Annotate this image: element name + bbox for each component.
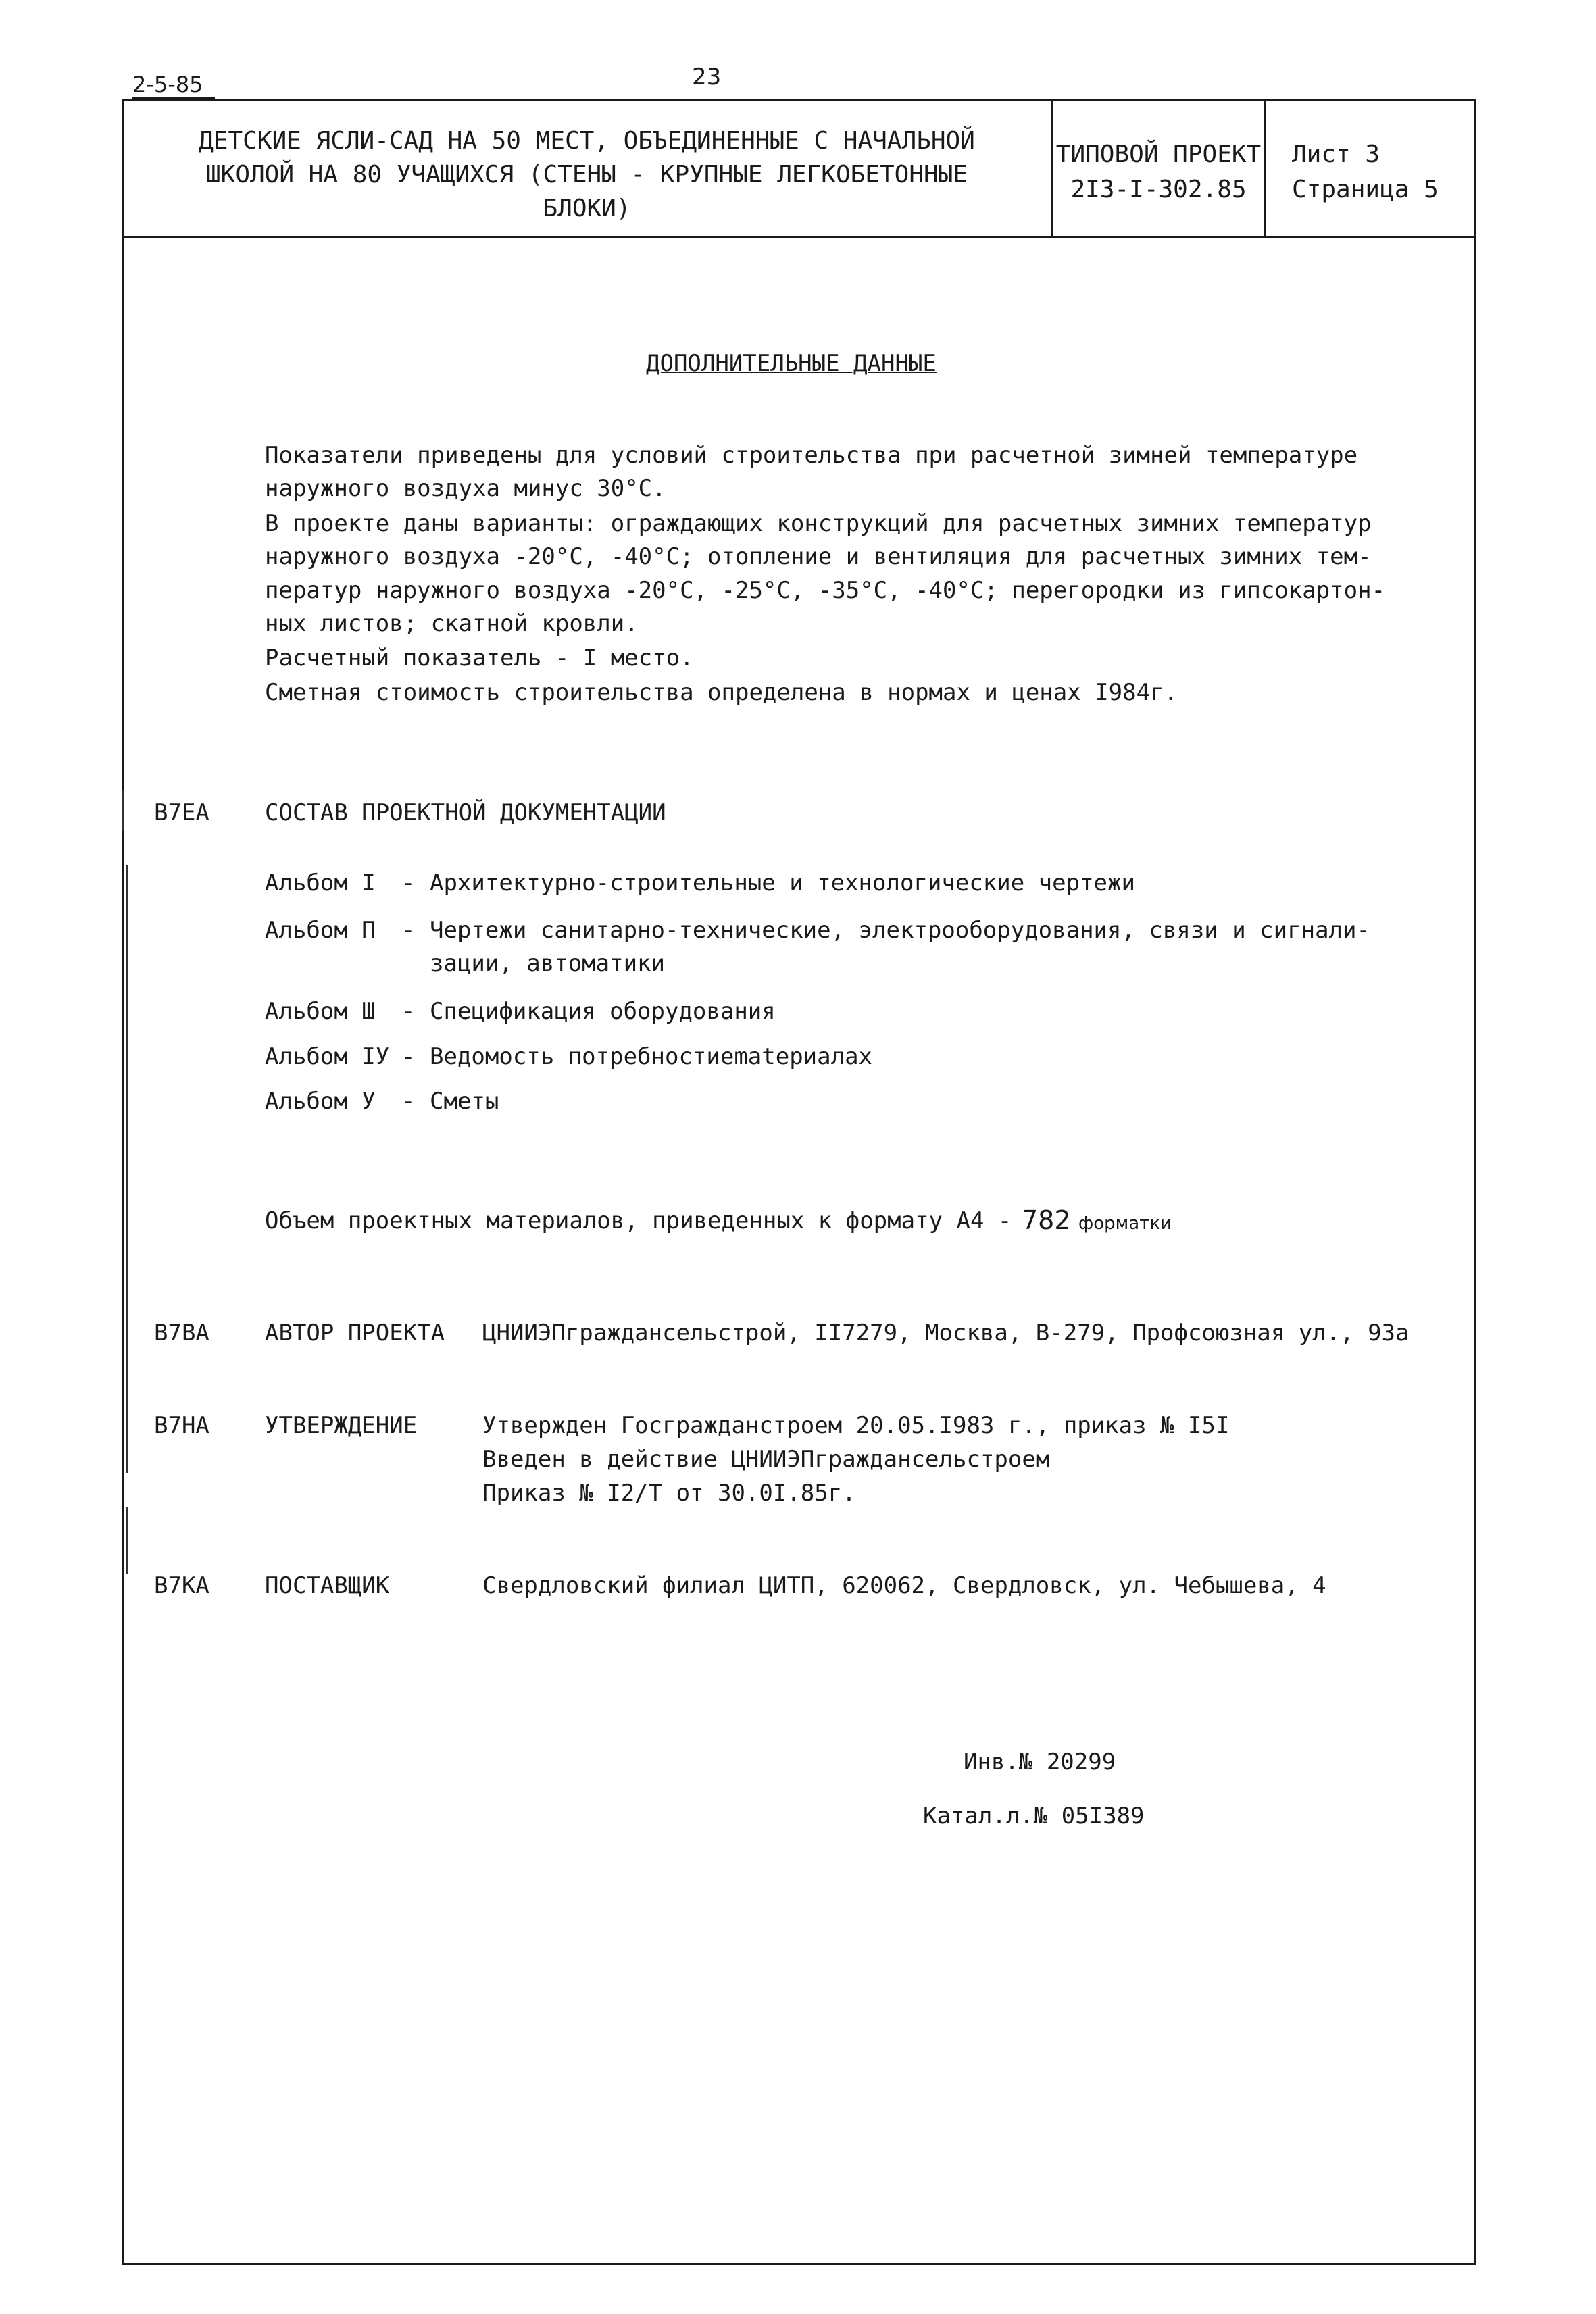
- date-underline: [132, 97, 215, 99]
- composition-heading: СОСТАВ ПРОЕКТНОЙ ДОКУМЕНТАЦИИ: [265, 799, 666, 826]
- album-5-desc: Сметы: [430, 1088, 499, 1115]
- project-number: 2I3-I-302.85: [1070, 176, 1247, 203]
- page-frame: [122, 99, 1476, 2265]
- approval-line-3: Приказ № I2/Т от 30.0I.85г.: [482, 1480, 856, 1507]
- album-4-name: Альбом IУ: [265, 1043, 390, 1070]
- project-label: ТИПОВОЙ ПРОЕКТ: [1055, 141, 1262, 168]
- volume-value: 782: [1022, 1205, 1071, 1235]
- album-3-name: Альбом Ш: [265, 998, 376, 1025]
- album-3-desc: Спецификация оборудования: [430, 998, 776, 1025]
- page-of-sheet: Страница 5: [1292, 176, 1439, 203]
- volume-unit: форматки: [1078, 1213, 1172, 1234]
- album-4-dash: -: [401, 1043, 416, 1070]
- album-4-desc: Ведомость потребностиematериалах: [430, 1043, 873, 1070]
- supplier-value: Свердловский филиал ЦИТП, 620062, Свердловск, ул. Чебышева, 4: [482, 1572, 1326, 1599]
- author-value: ЦНИИЭПграждансельстрой, II7279, Москва, В-279, Профсоюзная ул., 93а: [482, 1319, 1410, 1347]
- header-title-line-3: БЛОКИ): [543, 195, 631, 222]
- header-title-line-1: ДЕТСКИЕ ЯСЛИ-САД НА 50 МЕСТ, ОБЪЕДИНЕННЫЕ С НАЧАЛЬНОЙ: [199, 127, 975, 155]
- additional-line-8: Сметная стоимость строительства определена в нормах и ценах I984г.: [265, 679, 1178, 706]
- additional-line-5: ператур наружного воздуха -20°C, -25°C, -35°C, -40°C; перегородки из гипсокартон-: [265, 577, 1386, 604]
- additional-line-4: наружного воздуха -20°C, -40°C; отопление и вентиляция для расчетных зимних тем-: [265, 543, 1372, 570]
- supplier-label: ПОСТАВЩИК: [265, 1572, 390, 1599]
- header-col-divider-1: [1051, 99, 1053, 238]
- album-1-dash: -: [401, 870, 416, 897]
- additional-line-1: Показатели приведены для условий строительства при расчетной зимней температуре: [265, 442, 1358, 469]
- album-1-name: Альбом I: [265, 870, 376, 897]
- header-title-line-2: ШКОЛОЙ НА 80 УЧАЩИХСЯ (СТЕНЫ - КРУПНЫЕ ЛЕГКОБЕТОННЫЕ: [205, 161, 968, 188]
- header-col-divider-2: [1264, 99, 1266, 238]
- inventory-number: Инв.№ 20299: [964, 1749, 1116, 1776]
- author-code: B7BA: [154, 1319, 209, 1347]
- additional-line-3: В проекте даны варианты: ограждающих конструкций для расчетных зимних температур: [265, 510, 1372, 537]
- composition-code: B7EA: [154, 799, 209, 826]
- date-label: 2-5-85: [132, 72, 203, 97]
- page-number: 23: [692, 64, 722, 91]
- album-2-desc: Чертежи санитарно-технические, электрооборудования, связи и сигнали-: [430, 917, 1370, 944]
- margin-mark-1: [122, 790, 124, 831]
- author-label: АВТОР ПРОЕКТА: [265, 1319, 445, 1347]
- sheet-number: Лист 3: [1292, 141, 1380, 168]
- additional-heading: ДОПОЛНИТЕЛЬНЫЕ ДАННЫЕ: [646, 350, 937, 377]
- margin-mark-2: [126, 865, 128, 1473]
- header-title: [122, 124, 1051, 226]
- additional-line-2: наружного воздуха минус 30°C.: [265, 475, 666, 502]
- additional-line-6: ных листов; скатной кровли.: [265, 610, 639, 637]
- margin-mark-3: [126, 1507, 128, 1574]
- album-2-dash: -: [401, 917, 416, 944]
- album-2-desc-cont: зации, автоматики: [430, 950, 665, 977]
- supplier-code: B7KA: [154, 1572, 209, 1599]
- approval-code: B7HA: [154, 1412, 209, 1439]
- approval-line-2: Введен в действие ЦНИИЭПграждансельстроем: [482, 1446, 1050, 1473]
- album-2-name: Альбом П: [265, 917, 376, 944]
- album-5-name: Альбом У: [265, 1088, 376, 1115]
- album-3-dash: -: [401, 998, 416, 1025]
- catalog-number: Катал.л.№ 05I389: [923, 1803, 1145, 1830]
- album-1-desc: Архитектурно-строительные и технологические чертежи: [430, 870, 1135, 897]
- volume-text: Объем проектных материалов, приведенных к формату А4 -: [265, 1207, 1012, 1234]
- album-5-dash: -: [401, 1088, 416, 1115]
- header-divider: [122, 236, 1476, 238]
- approval-label: УТВЕРЖДЕНИЕ: [265, 1412, 418, 1439]
- approval-line-1: Утвержден Госгражданстроем 20.05.I983 г., приказ № I5I: [482, 1412, 1230, 1439]
- additional-line-7: Расчетный показатель - I место.: [265, 645, 694, 672]
